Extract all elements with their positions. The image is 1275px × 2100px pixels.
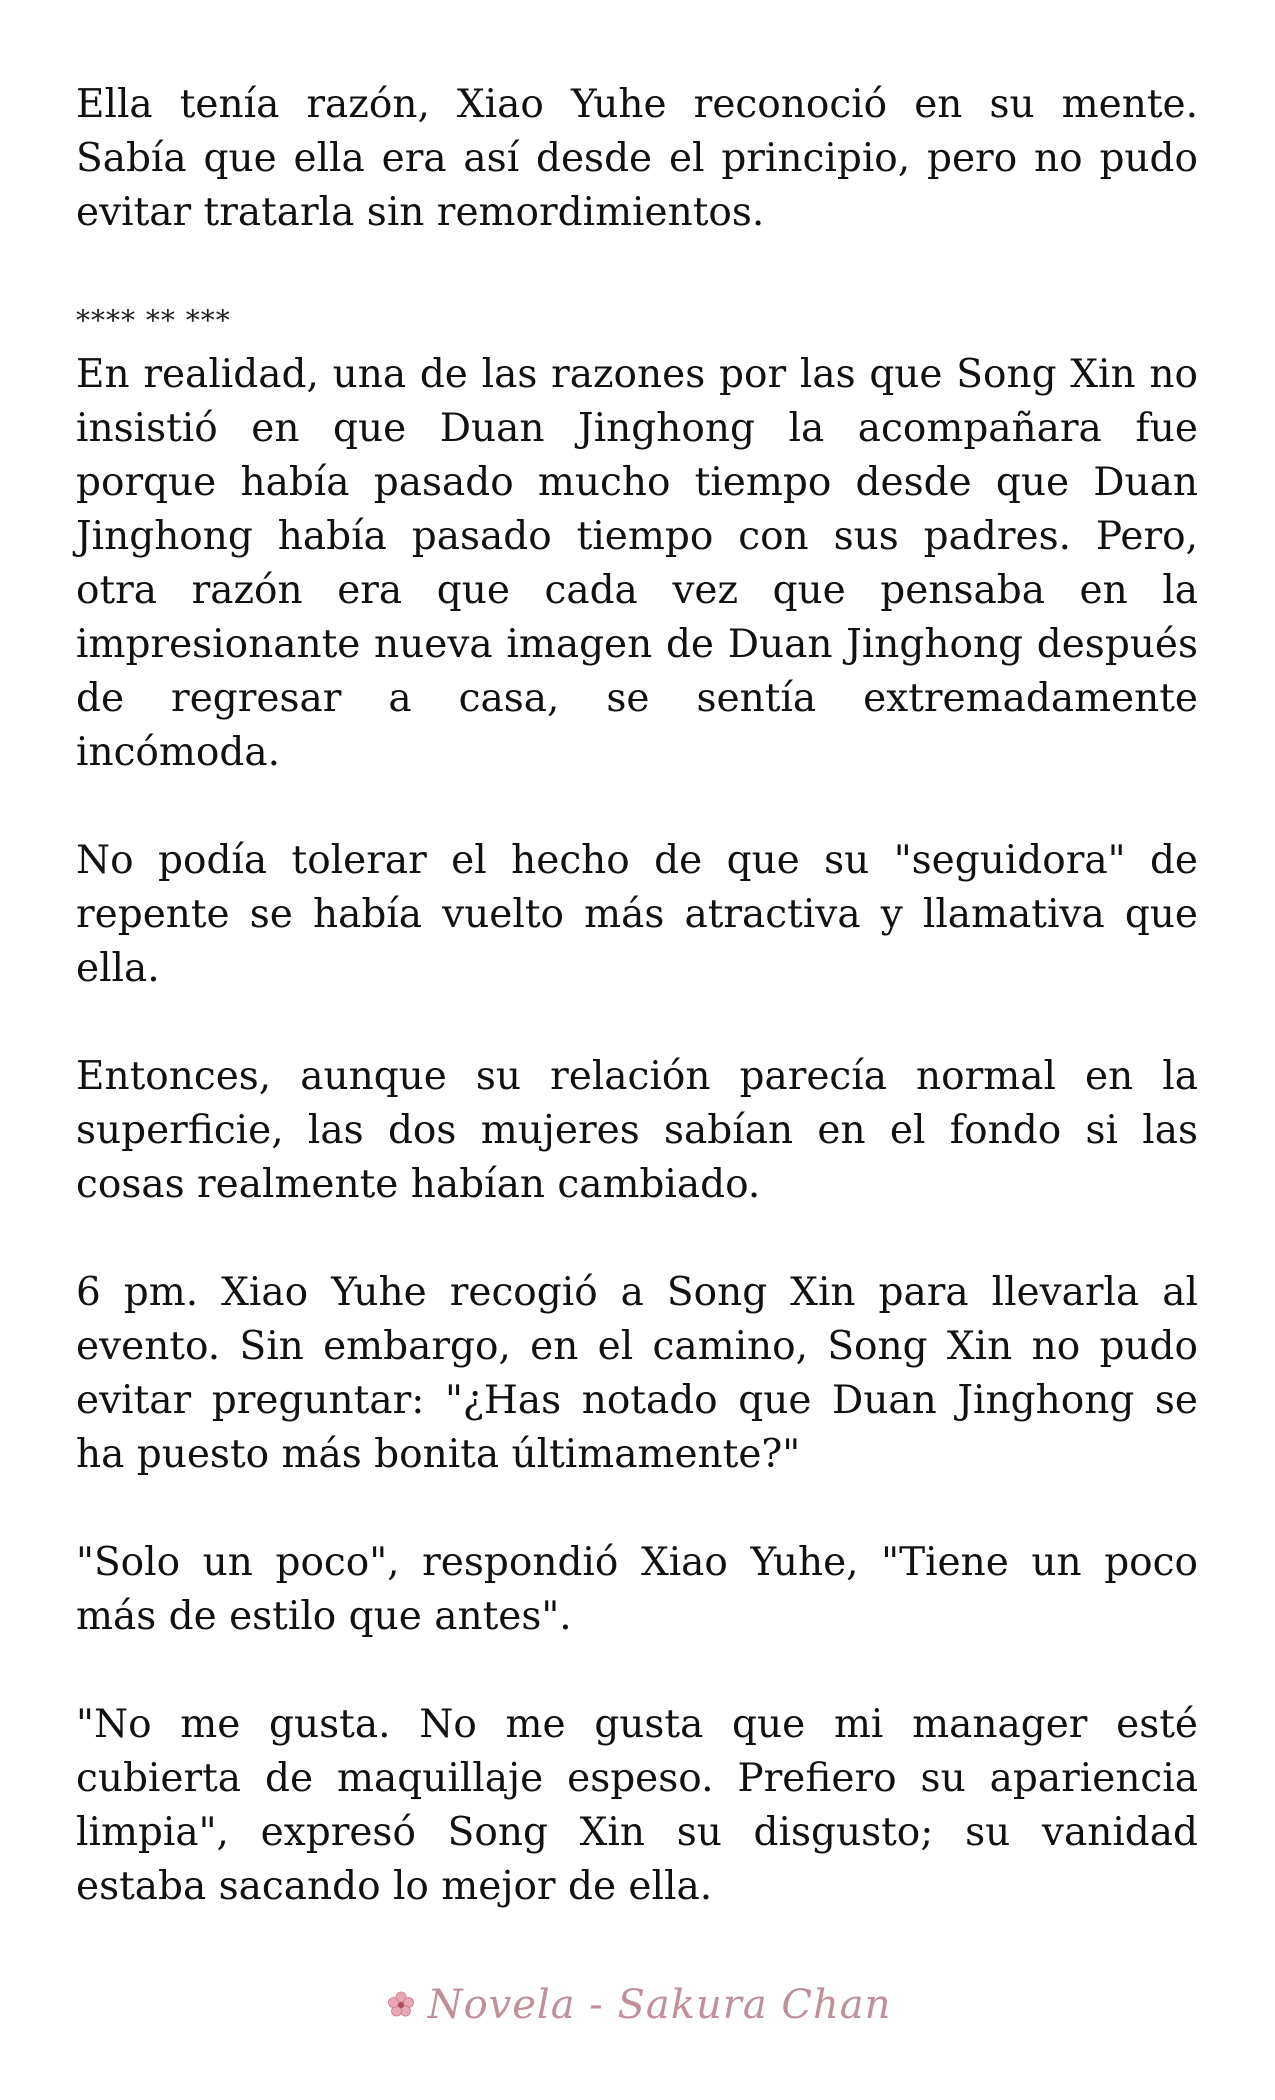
paragraph-1: Ella tenía razón, Xiao Yuhe reconoció en su mente. Sabía que ella era así desde el principio, pero no pudo evitar tratarla sin remordimientos.	[76, 82, 1198, 235]
paragraph-2: En realidad, una de las razones por las que Song Xin no insistió en que Duan Jinghong la acompañara fue porque había pasado mucho tiempo desde que Duan Jinghong había pasado tiempo con sus padres. Pero, otra razón era que cada vez que pensaba en la impresionante nueva imagen de Duan Jinghong después de regresar a casa, se sentía extremadamente incómoda.	[76, 352, 1198, 775]
watermark-text: Novela - Sakura Chan	[427, 1982, 892, 2028]
document-body	[76, 78, 1198, 1914]
watermark-footer	[0, 1982, 1275, 2028]
paragraph-4: Entonces, aunque su relación parecía normal en la superficie, las dos mujeres sabían en el fondo si las cosas realmente habían cambiado.	[76, 1054, 1198, 1207]
paragraph-5: 6 pm. Xiao Yuhe recogió a Song Xin para llevarla al evento. Sin embargo, en el camino, Song Xin no pudo evitar preguntar: "¿Has notado que Duan Jinghong se ha puesto más bonita últimamente?"	[76, 1270, 1198, 1477]
paragraph-6: "Solo un poco", respondió Xiao Yuhe, "Tiene un poco más de estilo que antes".	[76, 1540, 1198, 1639]
paragraph-7: "No me gusta. No me gusta que mi manager esté cubierta de maquillaje espeso. Prefiero su apariencia limpia", expresó Song Xin su disgusto; su vanidad estaba sacando lo mejor de ella.	[76, 1702, 1198, 1909]
paragraph-3: No podía tolerar el hecho de que su "seguidora" de repente se había vuelto más atractiva y llamativa que ella.	[76, 838, 1198, 991]
cherry-blossom-icon	[384, 1988, 418, 2022]
scene-separator: **** ** ***	[76, 304, 231, 337]
